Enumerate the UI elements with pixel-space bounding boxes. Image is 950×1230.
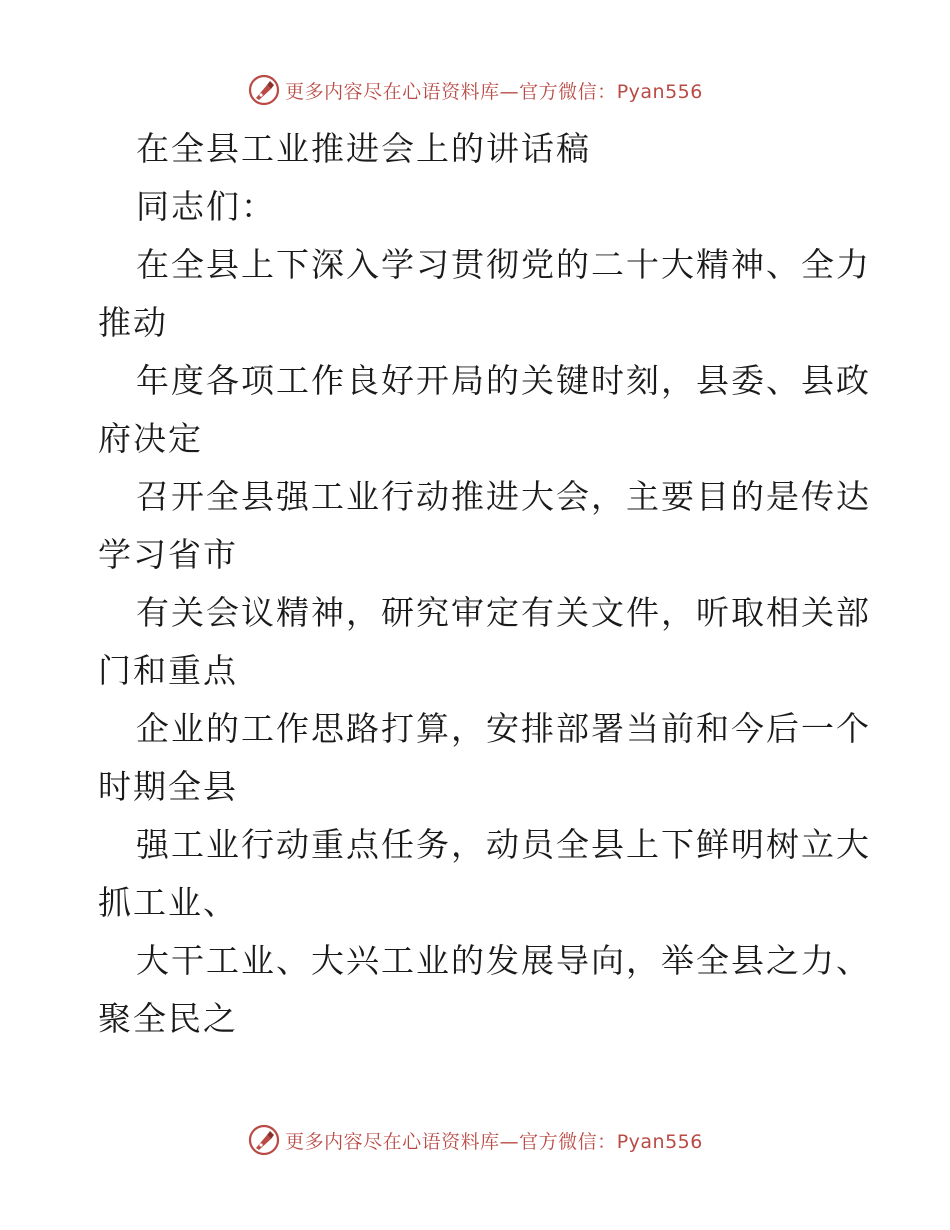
document-body (98, 120, 871, 1048)
banner-text (285, 77, 703, 104)
text-line: 抓工业、 (98, 883, 238, 922)
pen-nib-logo-icon (247, 1123, 281, 1157)
banner-wechat-label: 官方微信： (519, 1130, 617, 1153)
text-line: 有关会议精神，研究审定有关文件，听取相关部 (136, 593, 871, 632)
banner-wechat-label: 官方微信： (519, 80, 617, 103)
pen-nib-logo-icon (247, 73, 281, 107)
document-paragraph (98, 236, 871, 1048)
text-line: 府决定 (98, 419, 203, 458)
text-line: 大干工业、大兴工业的发展导向，举全县之力、 (136, 941, 871, 980)
banner-separator: — (499, 1130, 520, 1153)
banner-wechat-id: Pyan556 (616, 80, 703, 103)
document-salutation: 同志们： (136, 187, 276, 226)
banner-separator: — (499, 80, 520, 103)
banner-site-name: 更多内容尽在心语资料库 (285, 80, 500, 103)
banner-site-name: 更多内容尽在心语资料库 (285, 1130, 500, 1153)
text-line: 年度各项工作良好开局的关键时刻，县委、县政 (136, 361, 871, 400)
banner-text (285, 1127, 703, 1154)
text-line: 门和重点 (98, 651, 238, 690)
text-line: 强工业行动重点任务，动员全县上下鲜明树立大 (136, 825, 871, 864)
text-line: 召开全县强工业行动推进大会，主要目的是传达 (136, 477, 871, 516)
text-line: 学习省市 (98, 535, 238, 574)
text-line: 推动 (98, 303, 168, 342)
banner-wechat-id: Pyan556 (616, 1130, 703, 1153)
footer-banner (0, 1120, 950, 1160)
text-line: 时期全县 (98, 767, 238, 806)
text-line: 企业的工作思路打算，安排部署当前和今后一个 (136, 709, 871, 748)
document-title: 在全县工业推进会上的讲话稿 (136, 129, 591, 168)
header-banner (0, 70, 950, 110)
text-line: 在全县上下深入学习贯彻党的二十大精神、全力 (136, 245, 871, 284)
text-line: 聚全民之 (98, 999, 238, 1038)
